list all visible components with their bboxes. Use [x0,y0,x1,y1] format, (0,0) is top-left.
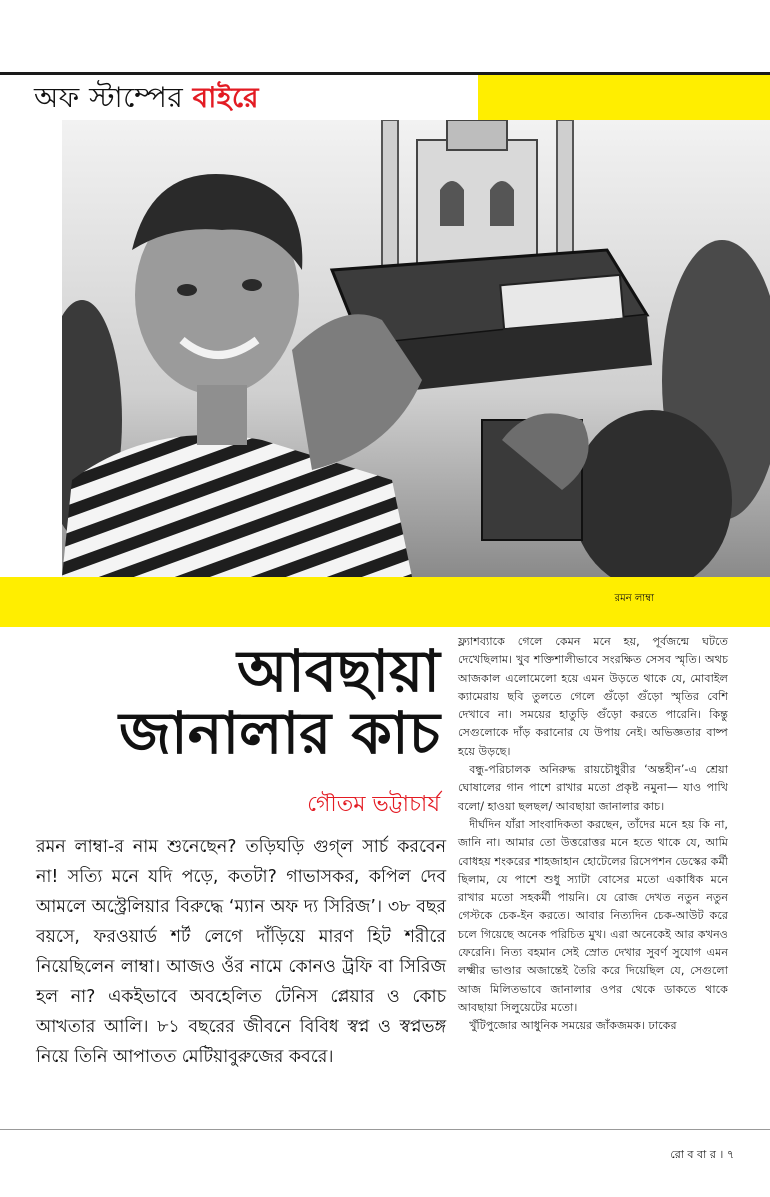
footer-rule [0,1129,770,1130]
author-byline: গৌতম ভট্টাচার্য [307,792,440,817]
body-paragraph: খুঁটিপুজোর আধুনিক সময়ের জাঁকজমক। ঢাকের [469,1019,677,1033]
body-paragraph: দীর্ঘদিন যাঁরা সাংবাদিকতা করছেন, তাঁদের মনে হয় কি না, জানি না। আমার তো উত্তরোত্তর মনে হতে থাকে যে, আমি বোধহয় শংকরের শাহজাহান হোটেলের রিসেপশন ডেস্কের কর্মী ছিলাম, যে পাশে শুধু স্যাটা বোসের মতো একাধিক মনে রাখার মতো সহকর্মী পায়নি। যে রোজ দেখত নতুন নতুন গেস্টকে চেক-ইন করতে। আবার নিত্যদিন চেক-আউট করে চলে গিয়েছে অনেক পরিচিত মুখ। এরা অনেকেই আর কখনও ফেরেনি। নিত্য বহমান সেই স্রোত দেখার সুবর্ণ সুযোগ এমন লক্ষ্মীর ভাণ্ডার অজান্তেই তৈরি করে দিয়েছিল যে, সেগুলো আজ মিলিতভাবে জানালার ওপর থেকে ডাকতে থাকে আবছায়া সিলুয়েটের মতো। [458,817,728,1014]
body-paragraph: ফ্ল্যাশব্যাকে গেলে কেমন মনে হয়, পূর্বজন্মে ঘটতে দেখেছিলাম। খুব শক্তিশালীভাবে সংরক্ষিত সেসব স্মৃতি। অথচ আজকাল এলোমেলো হয়ে এমন উড়তে থাকে যে, মোবাইল ক্যামেরায় ছবি তুলতে গেলে গুঁড়ো গুঁড়ো স্মৃতির বেশি দেখাবে না। সময়ের হাতুড়ি গুঁড়ো করতে পারেনি। কিন্তু সেগুলোকে দাঁড় করানোর যে উপায় নেই। অভিজ্ঞতার বাষ্প হয়ে উড়ছে। [458,635,728,758]
section-title-plain: অফ স্টাম্পের [34,81,193,114]
headline-line-2: জানালার কাচ [119,699,440,767]
section-title [34,75,259,121]
headline-line-1: আবছায়া [237,637,440,705]
body-paragraph: বন্ধু-পরিচালক অনিরুদ্ধ রায়চৌধুরীর ‘অন্তহীন’-এ শ্রেয়া ঘোষালের গান পাশে রাখার মতো প্রকৃষ্ট নমুনা— যাও পাখি বলো/ হাওয়া ছলছল/ আবছায়া জানালার কাচ। [458,763,728,813]
article-lead: রমন লাম্বা-র নাম শুনেছেন? তড়িঘড়ি গুগ্‌ল সার্চ করবেন না! সত্যি মনে যদি পড়ে, কতটা? গাভাসকর, কপিল দেব আমলে অস্ট্রেলিয়ার বিরুদ্ধে ‘ম্যান অফ দ্য সিরিজ’। ৩৮ বছর বয়সে, ফরওয়ার্ড শর্ট লেগে দাঁড়িয়ে মারণ হিট শরীরে নিয়েছিলেন লাম্বা। আজও ওঁর নামে কোনও ট্রফি বা সিরিজ হল না? একইভাবে অবহেলিত টেনিস প্লেয়ার ও কোচ আখতার আলি। ৮১ বছরের জীবনে বিবিধ স্বপ্ন ও স্বপ্নভঙ্গ নিয়ে তিনি আপাতত মেটিয়াবুরুজের কবরে। [36,837,446,1067]
cricketer-trophy-photo [62,120,770,577]
photo-caption: রমন লাম্বা [614,593,654,604]
section-title-accent: বাইরে [192,81,260,114]
article-headline [60,637,440,767]
page-folio: রো ব বা র । ৭ [670,1148,734,1161]
yellow-accent-block-top [478,75,770,120]
yellow-accent-block-bottom [0,577,770,627]
article-body-column [458,633,728,1036]
